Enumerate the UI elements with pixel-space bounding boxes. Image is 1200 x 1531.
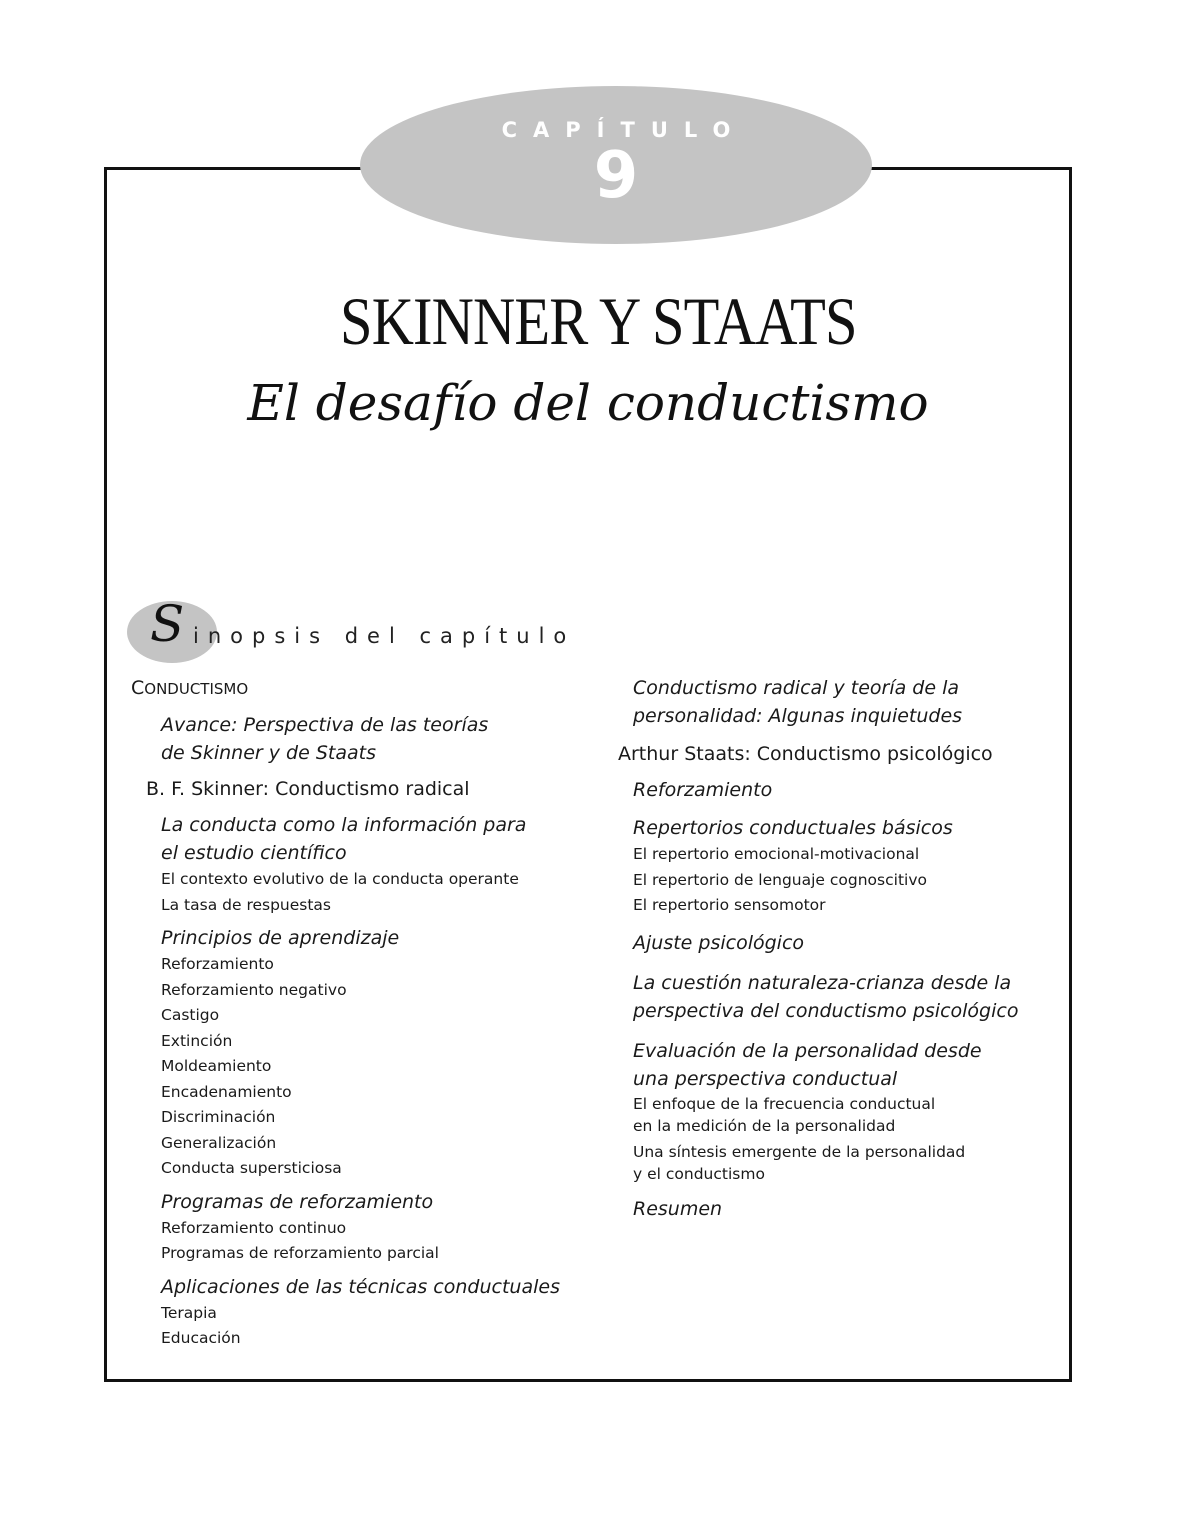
toc-topic[interactable]: Evaluación de la personalidad desde <box>633 1039 982 1062</box>
toc-topic[interactable]: Resumen <box>633 1197 723 1220</box>
toc-major-staats[interactable]: Arthur Staats: Conductismo psicológico <box>618 743 993 765</box>
toc-topic-cont[interactable]: de Skinner y de Staats <box>161 742 376 764</box>
toc-subitem[interactable]: Reforzamiento negativo <box>161 980 347 999</box>
page-title: SKINNER Y STAATS <box>340 283 857 359</box>
toc-subitem[interactable]: El contexto evolutivo de la conducta operante <box>161 870 519 888</box>
page-subtitle: El desafío del conductismo <box>247 374 929 432</box>
section-initial: C <box>131 677 145 699</box>
toc-topic-cont[interactable]: el estudio científico <box>161 842 347 864</box>
toc-subitem[interactable]: Castigo <box>161 1006 220 1024</box>
toc-topic[interactable]: Conductismo radical y teoría de la <box>633 677 960 699</box>
chapter-oval <box>360 86 872 244</box>
toc-subitem[interactable]: Conducta supersticiosa <box>161 1159 342 1177</box>
toc-topic[interactable]: Avance: Perspectiva de las teorías <box>161 714 489 736</box>
toc-topic[interactable]: Programas de reforzamiento <box>161 1190 434 1213</box>
toc-subitem[interactable]: El repertorio emocional-motivacional <box>633 845 920 863</box>
toc-topic[interactable]: Aplicaciones de las técnicas conductuales <box>161 1275 560 1298</box>
toc-topic[interactable]: Principios de aprendizaje <box>161 927 400 949</box>
toc-subitem[interactable]: Moldeamiento <box>161 1057 272 1075</box>
toc-subitem[interactable]: Educación <box>161 1329 241 1347</box>
toc-topic[interactable]: La conducta como la información para <box>161 814 527 836</box>
toc-subitem[interactable]: La tasa de respuestas <box>161 895 332 914</box>
toc-subitem-cont[interactable]: en la medición de la personalidad <box>633 1116 896 1135</box>
synopsis-initial: S <box>150 595 185 653</box>
toc-subitem[interactable]: El repertorio sensomotor <box>633 896 826 914</box>
toc-subitem[interactable]: Una síntesis emergente de la personalidad <box>633 1142 966 1161</box>
toc-subitem-cont[interactable]: y el conductismo <box>633 1164 765 1183</box>
toc-subitem[interactable]: Generalización <box>161 1133 277 1152</box>
toc-topic[interactable]: Reforzamiento <box>633 779 773 801</box>
toc-subitem[interactable]: El repertorio de lenguaje cognoscitivo <box>633 870 927 889</box>
toc-topic[interactable]: Ajuste psicológico <box>633 931 805 954</box>
toc-subitem[interactable]: Encadenamiento <box>161 1082 292 1101</box>
toc-subitem[interactable]: Discriminación <box>161 1108 276 1126</box>
toc-section-heading <box>131 674 591 703</box>
section-rest: ONDUCTISMO <box>144 680 249 698</box>
toc-topic-cont[interactable]: una perspectiva conductual <box>633 1067 898 1090</box>
toc-topic-cont[interactable]: personalidad: Algunas inquietudes <box>633 705 963 727</box>
chapter-number: 9 <box>593 139 639 213</box>
toc-subitem[interactable]: El enfoque de la frecuencia conductual <box>633 1094 936 1113</box>
toc-major-skinner[interactable]: B. F. Skinner: Conductismo radical <box>146 778 470 800</box>
toc-topic[interactable]: La cuestión naturaleza-crianza desde la <box>633 971 1012 994</box>
synopsis-heading: inopsis del capítulo <box>193 624 576 648</box>
toc-topic[interactable]: Repertorios conductuales básicos <box>633 817 953 839</box>
toc-left-column <box>131 674 591 1352</box>
toc-subitem[interactable]: Reforzamiento continuo <box>161 1218 347 1237</box>
chapter-label: CAPÍTULO <box>501 118 747 142</box>
toc-subitem[interactable]: Programas de reforzamiento parcial <box>161 1244 439 1262</box>
toc-right-column <box>618 674 1058 1223</box>
toc-subitem[interactable]: Extinción <box>161 1031 233 1050</box>
toc-topic-cont[interactable]: perspectiva del conductismo psicológico <box>633 999 1019 1022</box>
toc-subitem[interactable]: Terapia <box>161 1303 217 1322</box>
toc-subitem[interactable]: Reforzamiento <box>161 955 274 973</box>
